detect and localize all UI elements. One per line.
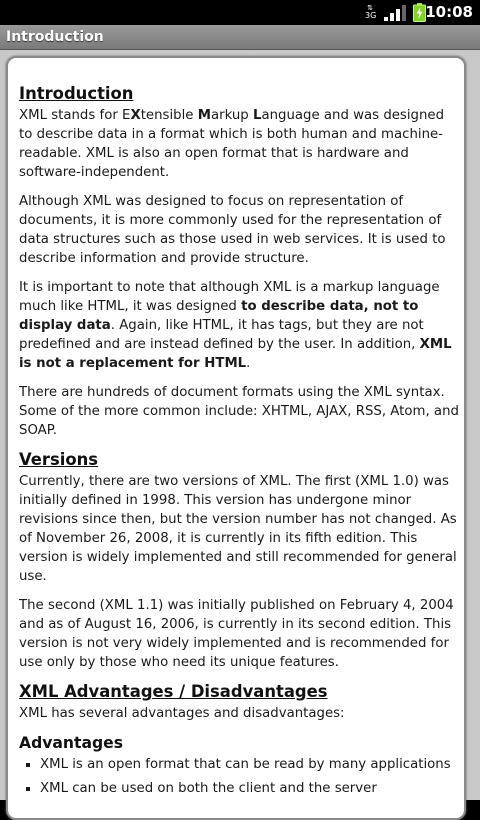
content-screen[interactable]: [0, 50, 480, 800]
paragraph: [19, 106, 459, 182]
text-run: Currently, there are two versions of XML. The first (XML 1.0) was initially defined in 1998. This version has undergone minor revisions since then, but the version number has not changed. As of November 26, 2008, it is currently in its fifth edition. This version is widely implemented and still recommended for general use.: [19, 474, 457, 584]
network-type-indicator: [365, 5, 375, 20]
signal-strength-icon: [384, 5, 406, 21]
paragraph: [19, 704, 459, 723]
bold-text: XML is not a replacement for HTML: [19, 337, 452, 371]
bold-text: to describe data, not to display data: [19, 299, 419, 333]
paragraph: [19, 596, 459, 672]
text-run: .: [246, 356, 251, 371]
text-run: . Again, like HTML, it has tags, but they are not predefined and are instead defined by the user. In addition,: [19, 318, 424, 352]
bold-text: X: [130, 108, 141, 123]
text-run: The second (XML 1.1) was initially published on February 4, 2004 and as of August 16, 2006, is currently in its second edition. This version is not very widely implemented and is recommended for use only by those who need its unique features.: [19, 598, 454, 670]
text-run: tensible: [140, 108, 198, 123]
text-run: XML stands for E: [19, 108, 131, 123]
text-run: It is important to note that although XML is a markup language much like HTML, it was designed: [19, 280, 440, 314]
article-card[interactable]: [6, 56, 466, 820]
bold-text: L: [252, 108, 262, 123]
bullet-list: [19, 755, 459, 798]
status-clock: 10:08: [425, 3, 473, 21]
section-heading: Versions: [19, 450, 99, 469]
section-heading: XML Advantages / Disadvantages: [19, 682, 328, 701]
paragraph: [19, 472, 459, 586]
paragraph: [19, 383, 459, 440]
list-item: ▪ XML can be used on both the client and the server: [40, 779, 459, 798]
text-run: anguage and was designed to describe data in a format which is both human and machine-readable. XML is also an open format that is hardware and software-independent.: [19, 108, 445, 180]
data-arrows-icon: ⇅: [367, 4, 373, 12]
subsection-heading: Advantages: [19, 734, 124, 752]
text-run: XML has several advantages and disadvantages:: [19, 706, 345, 721]
bold-text: M: [197, 108, 211, 123]
section-heading: Introduction: [19, 84, 134, 103]
network-type-label: 3G: [365, 11, 377, 20]
article-content: [19, 84, 459, 803]
status-bar: [0, 0, 480, 25]
paragraph: [19, 192, 459, 268]
app-title-bar: [0, 25, 480, 50]
paragraph: [19, 278, 459, 373]
battery-charging-icon: [413, 3, 426, 22]
list-item: ▪ XML is an open format that can be read by many applications: [40, 755, 459, 774]
text-run: Although XML was designed to focus on representation of documents, it is more commonly used for the representation of data structures such as those used in web services. It is used to describe information and provide structure.: [19, 194, 446, 266]
text-run: There are hundreds of document formats using the XML syntax. Some of the more common include: XHTML, AJAX, RSS, Atom, and SOAP.: [19, 385, 459, 438]
app-title: Introduction: [6, 29, 104, 45]
text-run: arkup: [210, 108, 253, 123]
